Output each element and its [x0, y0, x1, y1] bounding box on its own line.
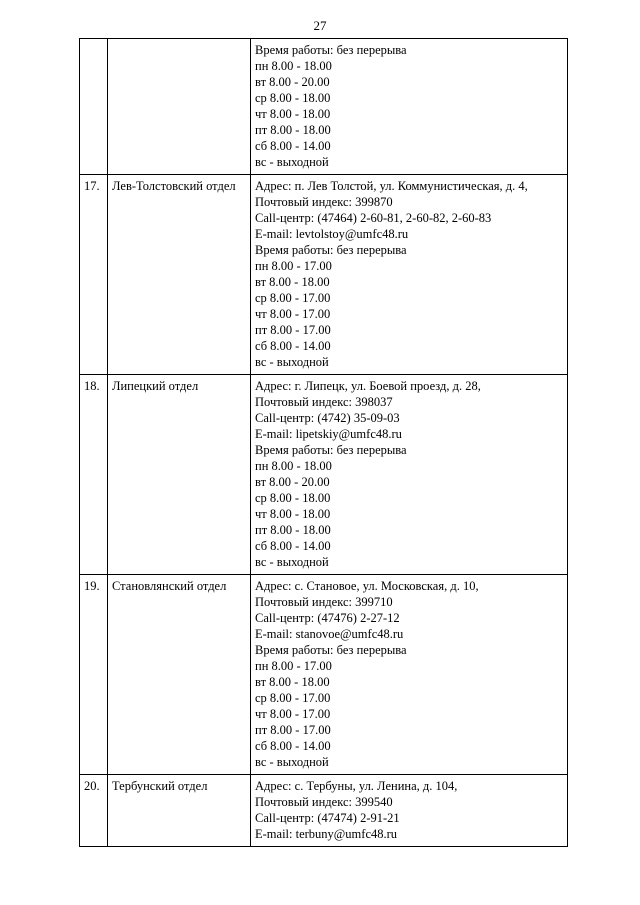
detail-line: ср 8.00 - 17.00 — [255, 691, 331, 705]
detail-line: сб 8.00 - 14.00 — [255, 739, 331, 753]
detail-line: вт 8.00 - 18.00 — [255, 675, 330, 689]
detail-line: вс - выходной — [255, 155, 329, 169]
detail-line: вт 8.00 - 18.00 — [255, 275, 330, 289]
address-line: Адрес: с. Становое, ул. Московская, д. 10, — [255, 579, 479, 593]
office-details-cell — [251, 575, 568, 775]
postal-code-line: Почтовый индекс: 399540 — [255, 795, 393, 809]
detail-line: чт 8.00 - 18.00 — [255, 107, 331, 121]
office-details-cell — [251, 375, 568, 575]
row-number-cell — [80, 39, 108, 175]
table-row — [80, 175, 568, 375]
detail-line: чт 8.00 - 17.00 — [255, 707, 331, 721]
detail-line: пн 8.00 - 17.00 — [255, 659, 332, 673]
office-name-cell — [108, 39, 251, 175]
call-center-line: Call-центр: (47476) 2-27-12 — [255, 611, 400, 625]
row-number-cell: 18. — [80, 375, 108, 575]
table-row — [80, 375, 568, 575]
detail-line: пн 8.00 - 17.00 — [255, 259, 332, 273]
postal-code-line: Почтовый индекс: 399870 — [255, 195, 393, 209]
table-row — [80, 575, 568, 775]
detail-line: сб 8.00 - 14.00 — [255, 139, 331, 153]
detail-line: Время работы: без перерыва — [255, 643, 407, 657]
email-line: E-mail: stanovoe@umfc48.ru — [255, 627, 404, 641]
address-line: Адрес: с. Тербуны, ул. Ленина, д. 104, — [255, 779, 458, 793]
address-line: Адрес: г. Липецк, ул. Боевой проезд, д. 28, — [255, 379, 481, 393]
detail-line: пт 8.00 - 18.00 — [255, 123, 331, 137]
email-line: E-mail: lipetskiy@umfc48.ru — [255, 427, 402, 441]
office-name-cell: Лев-Толстовский отдел — [108, 175, 251, 375]
page-number: 27 — [313, 18, 327, 33]
email-line: E-mail: terbuny@umfc48.ru — [255, 827, 398, 841]
detail-line: чт 8.00 - 18.00 — [255, 507, 331, 521]
table-row — [80, 775, 568, 847]
office-name-cell: Становлянский отдел — [108, 575, 251, 775]
detail-line: вт 8.00 - 20.00 — [255, 475, 330, 489]
row-number-cell: 17. — [80, 175, 108, 375]
row-number-cell: 19. — [80, 575, 108, 775]
detail-line: сб 8.00 - 14.00 — [255, 539, 331, 553]
detail-line: пт 8.00 - 17.00 — [255, 723, 331, 737]
detail-line: вт 8.00 - 20.00 — [255, 75, 330, 89]
office-details-cell — [251, 775, 568, 847]
detail-line: ср 8.00 - 17.00 — [255, 291, 331, 305]
detail-line: Время работы: без перерыва — [255, 243, 407, 257]
detail-line: вс - выходной — [255, 555, 329, 569]
detail-line: Время работы: без перерыва — [255, 443, 407, 457]
detail-line: чт 8.00 - 17.00 — [255, 307, 331, 321]
detail-line: вс - выходной — [255, 355, 329, 369]
row-number-cell: 20. — [80, 775, 108, 847]
email-line: E-mail: levtolstoy@umfc48.ru — [255, 227, 409, 241]
offices-table — [79, 38, 568, 847]
detail-line: ср 8.00 - 18.00 — [255, 491, 331, 505]
table-row — [80, 39, 568, 175]
office-details-cell — [251, 175, 568, 375]
call-center-line: Call-центр: (47474) 2-91-21 — [255, 811, 400, 825]
detail-line: пт 8.00 - 17.00 — [255, 323, 331, 337]
detail-line: ср 8.00 - 18.00 — [255, 91, 331, 105]
office-name-cell: Липецкий отдел — [108, 375, 251, 575]
office-name-cell: Тербунский отдел — [108, 775, 251, 847]
detail-line: сб 8.00 - 14.00 — [255, 339, 331, 353]
call-center-line: Call-центр: (47464) 2-60-81, 2-60-82, 2-60-83 — [255, 211, 492, 225]
detail-line: Время работы: без перерыва — [255, 43, 407, 57]
detail-line: пт 8.00 - 18.00 — [255, 523, 331, 537]
postal-code-line: Почтовый индекс: 399710 — [255, 595, 393, 609]
office-details-cell — [251, 39, 568, 175]
postal-code-line: Почтовый индекс: 398037 — [255, 395, 393, 409]
call-center-line: Call-центр: (4742) 35-09-03 — [255, 411, 400, 425]
detail-line: пн 8.00 - 18.00 — [255, 59, 332, 73]
detail-line: вс - выходной — [255, 755, 329, 769]
address-line: Адрес: п. Лев Толстой, ул. Коммунистическая, д. 4, — [255, 179, 528, 193]
detail-line: пн 8.00 - 18.00 — [255, 459, 332, 473]
